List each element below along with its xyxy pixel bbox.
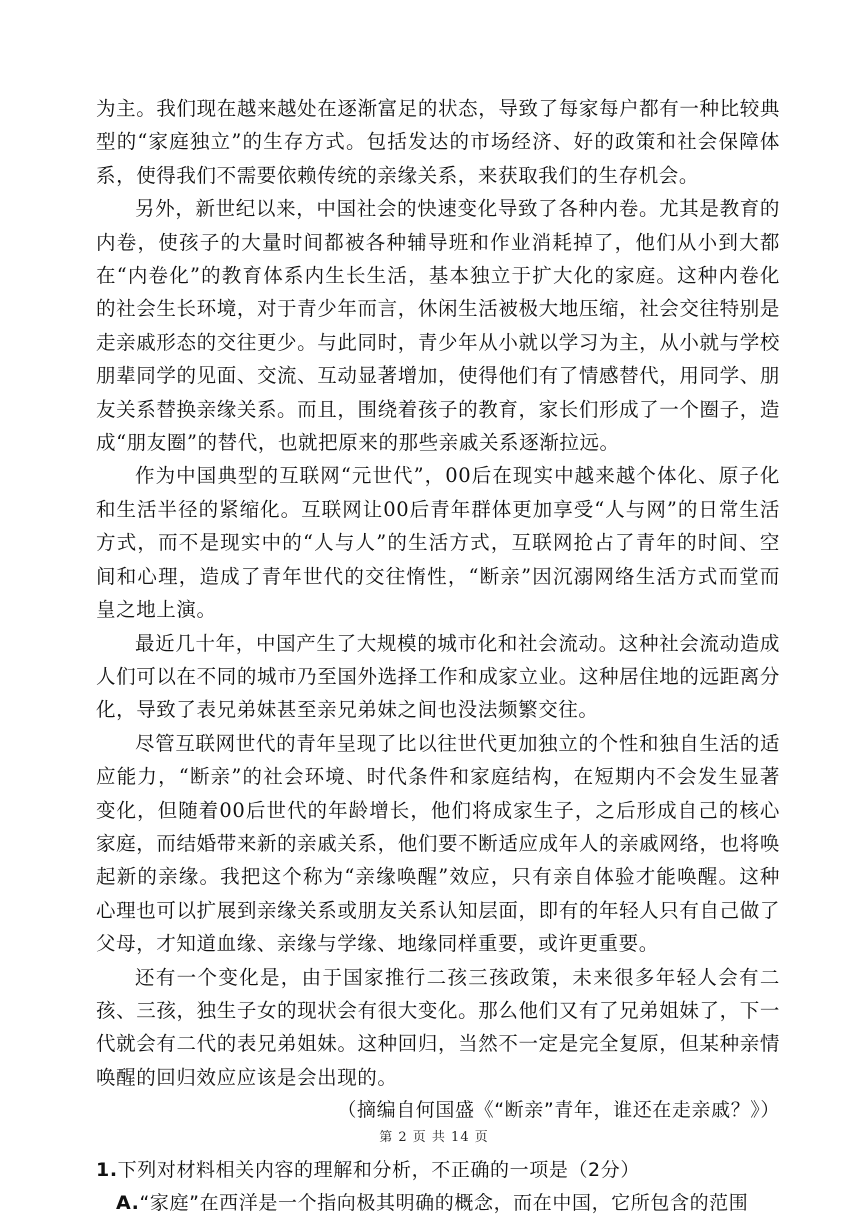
article-paragraph-2: 另外，新世纪以来，中国社会的快速变化导致了各种内卷。尤其是教育的内卷，使孩子的大量时间都被各种辅导班和作业消耗掉了，他们从小到大都在“内卷化”的教育体系内生长生活，基本独立于扩大化的家庭。这种内卷化的社会生长环境，对于青少年而言，休闲生活被极大地压缩，社会交往特别是走亲戚形态的交往更少。与此同时，青少年从小就以学习为主，从小就与学校朋辈同学的见面、交流、互动显著增加，使得他们有了情感替代，用同学、朋友关系替换亲缘关系。而且，围绕着孩子的教育，家长们形成了一个圈子，造成“朋友圈”的替代，也就把原来的那些亲戚关系逐渐拉远。	[96, 197, 780, 455]
option-a-text: “家庭”在西洋是一个指向极其明确的概念，而在中国，它所包含的范围	[139, 1192, 749, 1214]
option-a[interactable]	[96, 1187, 780, 1220]
question-text: 下列对材料相关内容的理解和分析，不正确的一项是（2分）	[117, 1158, 640, 1181]
article-paragraph-6: 还有一个变化是，由于国家推行二孩三孩政策，未来很多年轻人会有二孩、三孩，独生子女的现状会有很大变化。那么他们又有了兄弟姐妹了，下一代就会有二代的表兄弟姐妹。这种回归，当然不一定是完全复原，但某种亲情唤醒的回归效应应该是会出现的。	[96, 965, 780, 1089]
document-page	[96, 92, 780, 1220]
article-paragraph-5: 尽管互联网世代的青年呈现了比以往世代更加独立的个性和独自生活的适应能力，“断亲”的社会环境、时代条件和家庭结构，在短期内不会发生显著变化，但随着00后世代的年龄增长，他们将成家生子，之后形成自己的核心家庭，而结婚带来新的亲戚关系，他们要不断适应成年人的亲戚网络，也将唤起新的亲缘。我把这个称为“亲缘唤醒”效应，只有亲自体验才能唤醒。这种心理也可以扩展到亲缘关系或朋友关系认知层面，即有的年轻人只有自己做了父母，才知道血缘、亲缘与学缘、地缘同样重要，或许更重要。	[96, 731, 780, 956]
article-paragraph-3: 作为中国典型的互联网“元世代”，00后在现实中越来越个体化、原子化和生活半径的紧缩化。互联网让00后青年群体更加享受“人与网”的日常生活方式，而不是现实中的“人与人”的生活方式，互联网抢占了青年的时间、空间和心理，造成了青年世代的交往惰性，“断亲”因沉溺网络生活方式而堂而皇之地上演。	[96, 464, 780, 622]
article-source: （摘编自何国盛《“断亲”青年，谁还在走亲戚？》）	[337, 1099, 780, 1122]
article-paragraph-4: 最近几十年，中国产生了大规模的城市化和社会流动。这种社会流动造成人们可以在不同的城市乃至国外选择工作和成家立业。这种居住地的远距离分化，导致了表兄弟妹甚至亲兄弟妹之间也没法频繁交往。	[96, 631, 780, 722]
page-footer: 第 2 页 共 14 页	[379, 1130, 489, 1145]
question-stem	[96, 1154, 780, 1187]
question-number: 1.	[96, 1158, 118, 1181]
article-paragraph-1: 为主。我们现在越来越处在逐渐富足的状态，导致了每家每户都有一种比较典型的“家庭独立”的生存方式。包括发达的市场经济、好的政策和社会保障体系，使得我们不需要依赖传统的亲缘关系，来获取我们的生存机会。	[96, 97, 780, 187]
option-a-label: A.	[116, 1192, 140, 1214]
